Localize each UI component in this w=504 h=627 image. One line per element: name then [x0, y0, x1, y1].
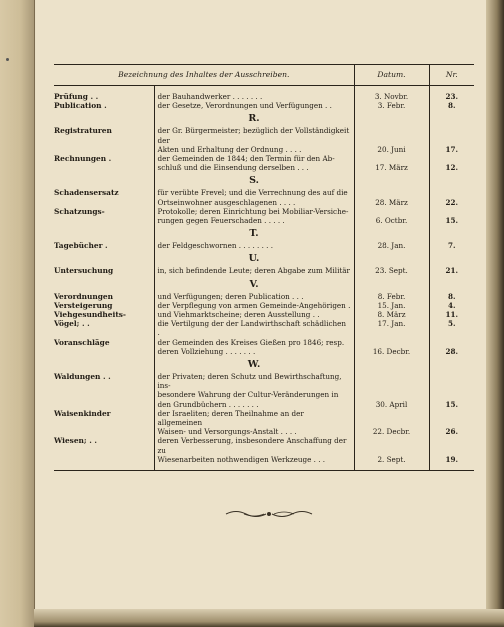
entry-number: 7.	[429, 241, 474, 250]
entry-number: 26.	[429, 427, 474, 436]
letter-number-cell	[429, 356, 474, 372]
entry-date: 8. Febr.	[354, 292, 429, 301]
entry-description: und Verfügungen; deren Publication . . .	[154, 292, 354, 301]
table-row	[54, 198, 474, 207]
entry-date: 17. März	[354, 163, 429, 172]
section-letter: R.	[154, 110, 354, 126]
entry-description: der Gemeinden des Kreises Gießen pro 1846; resp.	[154, 338, 354, 347]
bottom-page-edge	[34, 609, 504, 627]
entry-description: der Feldgeschwornen . . . . . . . .	[154, 241, 354, 250]
entry-date: 30. April	[354, 400, 429, 409]
document-page	[36, 0, 486, 609]
header-date: Datum.	[354, 65, 429, 86]
ornament-divider	[224, 508, 314, 520]
table-row	[54, 400, 474, 409]
entry-category: Schatzungs-	[54, 206, 105, 216]
table-row	[54, 436, 474, 454]
entry-number: 22.	[429, 198, 474, 207]
entry-date	[354, 372, 429, 390]
section-letter: U.	[154, 250, 354, 266]
table-row	[54, 301, 474, 310]
letter-date-cell	[354, 225, 429, 241]
section-letter: W.	[154, 356, 354, 372]
header-number: Nr.	[429, 65, 474, 86]
entry-date: 15. Jan.	[354, 301, 429, 310]
entry-date: 22. Decbr.	[354, 427, 429, 436]
table-row	[54, 154, 474, 163]
table-end-row	[54, 464, 474, 471]
entry-number	[429, 390, 474, 399]
table-row	[54, 266, 474, 275]
letter-date-cell	[354, 172, 429, 188]
entry-description: Wiesenarbeiten nothwendigen Werkzeuge . . .	[154, 455, 354, 464]
entry-category	[54, 347, 154, 356]
end-cell	[154, 464, 354, 471]
section-letter-row	[54, 172, 474, 188]
entry-number: 19.	[429, 455, 474, 464]
entry-number: 21.	[429, 266, 474, 275]
end-cell	[429, 464, 474, 471]
letter-number-cell	[429, 172, 474, 188]
letter-spacer-cell	[54, 172, 154, 188]
entry-date	[354, 338, 429, 347]
entry-number	[429, 409, 474, 427]
table-row	[54, 92, 474, 101]
entry-description: und Viehmarktscheine; deren Ausstellung . .	[154, 310, 354, 319]
entry-date	[354, 207, 429, 216]
entry-category: Rechnungen .	[54, 154, 112, 164]
entry-category: Waisenkinder	[54, 408, 111, 418]
entry-number: 17.	[429, 145, 474, 154]
letter-date-cell	[354, 356, 429, 372]
entry-number: 8.	[429, 101, 474, 110]
entry-category: Wiesen; . .	[54, 436, 97, 446]
entry-category: Publication .	[54, 101, 107, 111]
table-row	[54, 207, 474, 216]
entry-description: der Israeliten; deren Theilnahme an der allgemeinen	[154, 409, 354, 427]
entry-description: rungen gegen Feuerschaden . . . . .	[154, 216, 354, 225]
entry-category: Verordnungen	[54, 291, 114, 301]
entry-number: 4.	[429, 301, 474, 310]
section-letter-row	[54, 110, 474, 126]
entry-description: Protokolle; deren Einrichtung bei Mobiliar-Versiche-	[154, 207, 354, 216]
letter-spacer-cell	[54, 110, 154, 126]
entry-date: 20. Juni	[354, 145, 429, 154]
table-row	[54, 310, 474, 319]
section-letter-row	[54, 250, 474, 266]
entry-number	[429, 126, 474, 144]
entry-description: der Gesetze, Verordnungen und Verfügungen . .	[154, 101, 354, 110]
entry-date	[354, 154, 429, 163]
entry-number	[429, 338, 474, 347]
letter-spacer-cell	[54, 250, 154, 266]
entry-number: 23.	[429, 92, 474, 101]
header-row	[54, 65, 474, 86]
section-letter: V.	[154, 276, 354, 292]
entry-category: Tagebücher .	[54, 241, 108, 251]
entry-description: der Privaten; deren Schutz und Bewirthschaftung, ins-	[154, 372, 354, 390]
table-row	[54, 338, 474, 347]
entry-description: der Gr. Bürgermeister; bezüglich der Vollständigkeit der	[154, 126, 354, 144]
section-letter: T.	[154, 225, 354, 241]
index-table	[54, 64, 474, 471]
letter-number-cell	[429, 276, 474, 292]
letter-date-cell	[354, 110, 429, 126]
entry-date: 16. Decbr.	[354, 347, 429, 356]
section-letter: S.	[154, 172, 354, 188]
table-row	[54, 427, 474, 436]
table-row	[54, 319, 474, 337]
entry-category	[54, 145, 154, 154]
entry-description: schluß und die Einsendung derselben . . .	[154, 163, 354, 172]
table-row	[54, 188, 474, 197]
entry-description: Ortseinwohner ausgeschlagenen . . . .	[154, 198, 354, 207]
margin-dot	[6, 58, 9, 61]
entry-date: 3. Febr.	[354, 101, 429, 110]
letter-number-cell	[429, 250, 474, 266]
entry-category	[54, 400, 154, 409]
entry-category	[54, 427, 154, 436]
entry-date: 28. Jan.	[354, 241, 429, 250]
entry-category: Vögel; . .	[54, 319, 90, 329]
entry-description: Waisen- und Versorgungs-Anstalt . . . .	[154, 427, 354, 436]
entry-category: Viehgesundheits-	[54, 310, 126, 320]
entry-date: 17. Jan.	[354, 319, 429, 337]
entry-number	[429, 188, 474, 197]
entry-date: 28. März	[354, 198, 429, 207]
section-letter-row	[54, 356, 474, 372]
letter-spacer-cell	[54, 276, 154, 292]
entry-category: Schadensersatz	[54, 188, 119, 198]
entry-date	[354, 436, 429, 454]
entry-number	[429, 154, 474, 163]
entry-date: 2. Sept.	[354, 455, 429, 464]
letter-number-cell	[429, 225, 474, 241]
entry-category: Untersuchung	[54, 266, 114, 276]
entry-date	[354, 126, 429, 144]
entry-category: Registraturen	[54, 126, 112, 136]
entry-description: Akten und Erhaltung der Ordnung . . . .	[154, 145, 354, 154]
right-page-edge	[486, 0, 504, 627]
entry-category	[54, 163, 154, 172]
table-row	[54, 163, 474, 172]
entry-category: Voranschläge	[54, 337, 110, 347]
entry-description: die Vertilgung der der Landwirthschaft schädlichen .	[154, 319, 354, 337]
letter-date-cell	[354, 250, 429, 266]
letter-spacer-cell	[54, 225, 154, 241]
table-row	[54, 241, 474, 250]
table-row	[54, 101, 474, 110]
letter-number-cell	[429, 110, 474, 126]
entry-category	[54, 455, 154, 464]
table-row	[54, 390, 474, 399]
letter-spacer-cell	[54, 356, 154, 372]
table-row	[54, 409, 474, 427]
entry-number	[429, 436, 474, 454]
entry-description: in, sich befindende Leute; deren Abgabe zum Militär	[154, 266, 354, 275]
entry-description: besondere Wahrung der Cultur-Veränderungen in	[154, 390, 354, 399]
entry-description: den Grundbüchern . . . . . . .	[154, 400, 354, 409]
entry-date: 6. Octbr.	[354, 216, 429, 225]
table-row	[54, 292, 474, 301]
entry-description: deren Verbesserung, insbesondere Anschaffung der zu	[154, 436, 354, 454]
entry-number: 15.	[429, 216, 474, 225]
entry-description: deren Vollziehung . . . . . . .	[154, 347, 354, 356]
table-row	[54, 126, 474, 144]
header-description: Bezeichnung des Inhaltes der Ausschreiben.	[54, 65, 354, 86]
entry-number	[429, 207, 474, 216]
entry-number: 5.	[429, 319, 474, 337]
table-row	[54, 455, 474, 464]
end-cell	[54, 464, 154, 471]
entry-number: 8.	[429, 292, 474, 301]
entry-date: 8. März	[354, 310, 429, 319]
table-row	[54, 216, 474, 225]
entry-date: 23. Sept.	[354, 266, 429, 275]
table-row	[54, 145, 474, 154]
entry-description: der Bauhandwerker . . . . . . .	[154, 92, 354, 101]
entry-description: der Gemeinden de 1844; den Termin für den Ab-	[154, 154, 354, 163]
entry-category	[54, 390, 154, 399]
section-letter-row	[54, 225, 474, 241]
entry-category	[54, 216, 154, 225]
entry-category	[54, 198, 154, 207]
table-row	[54, 372, 474, 390]
entry-date: 3. Novbr.	[354, 92, 429, 101]
index-body	[54, 86, 474, 471]
section-letter-row	[54, 276, 474, 292]
entry-number: 11.	[429, 310, 474, 319]
entry-date	[354, 188, 429, 197]
end-cell	[354, 464, 429, 471]
entry-number: 15.	[429, 400, 474, 409]
left-page-edge	[0, 0, 35, 627]
entry-category: Waldungen . .	[54, 372, 111, 382]
table-row	[54, 347, 474, 356]
entry-category: Versteigerung	[54, 300, 113, 310]
entry-description: für verübte Frevel; und die Verrechnung des auf die	[154, 188, 354, 197]
entry-number: 12.	[429, 163, 474, 172]
entry-date	[354, 409, 429, 427]
entry-number: 28.	[429, 347, 474, 356]
letter-date-cell	[354, 276, 429, 292]
entry-description: der Verpflegung von armen Gemeinde-Angehörigen .	[154, 301, 354, 310]
entry-category: Prüfung . .	[54, 92, 99, 101]
entry-date	[354, 390, 429, 399]
entry-number	[429, 372, 474, 390]
